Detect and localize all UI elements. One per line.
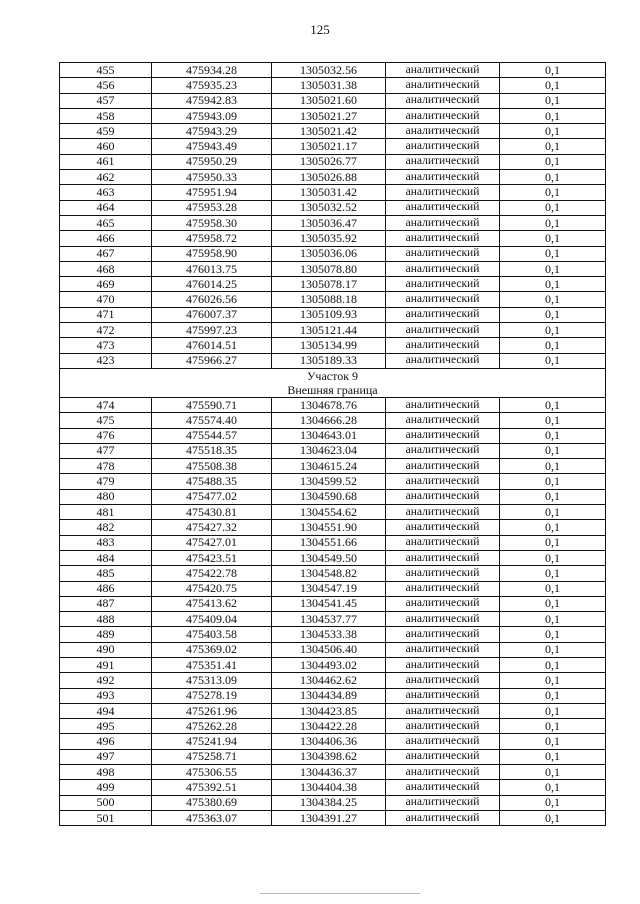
- y-coordinate-cell: 1305031.42: [272, 185, 386, 200]
- accuracy-cell: 0,1: [500, 215, 606, 230]
- y-coordinate-cell: 1305121.44: [272, 323, 386, 338]
- x-coordinate-cell: 475278.19: [152, 688, 272, 703]
- y-coordinate-cell: 1304548.82: [272, 566, 386, 581]
- y-coordinate-cell: 1304422.28: [272, 719, 386, 734]
- method-cell: аналитический: [386, 703, 500, 718]
- accuracy-cell: 0,1: [500, 413, 606, 428]
- accuracy-cell: 0,1: [500, 428, 606, 443]
- table-row: [60, 810, 606, 825]
- table-row: [60, 397, 606, 412]
- method-cell: аналитический: [386, 139, 500, 154]
- y-coordinate-cell: 1304541.45: [272, 596, 386, 611]
- accuracy-cell: 0,1: [500, 734, 606, 749]
- point-number-cell: 480: [60, 489, 152, 504]
- x-coordinate-cell: 476026.56: [152, 292, 272, 307]
- method-cell: аналитический: [386, 810, 500, 825]
- y-coordinate-cell: 1304554.62: [272, 505, 386, 520]
- y-coordinate-cell: 1304406.36: [272, 734, 386, 749]
- table-row: [60, 93, 606, 108]
- y-coordinate-cell: 1304643.01: [272, 428, 386, 443]
- point-number-cell: 488: [60, 612, 152, 627]
- accuracy-cell: 0,1: [500, 154, 606, 169]
- method-cell: аналитический: [386, 734, 500, 749]
- method-cell: аналитический: [386, 246, 500, 261]
- table-row: [60, 443, 606, 458]
- method-cell: аналитический: [386, 323, 500, 338]
- y-coordinate-cell: 1304599.52: [272, 474, 386, 489]
- accuracy-cell: 0,1: [500, 489, 606, 504]
- y-coordinate-cell: 1305109.93: [272, 307, 386, 322]
- y-coordinate-cell: 1305088.18: [272, 292, 386, 307]
- x-coordinate-cell: 475934.28: [152, 63, 272, 78]
- accuracy-cell: 0,1: [500, 566, 606, 581]
- x-coordinate-cell: 475262.28: [152, 719, 272, 734]
- accuracy-cell: 0,1: [500, 673, 606, 688]
- coordinates-table: [59, 62, 606, 826]
- table-row: [60, 170, 606, 185]
- accuracy-cell: 0,1: [500, 688, 606, 703]
- x-coordinate-cell: 475261.96: [152, 703, 272, 718]
- x-coordinate-cell: 475430.81: [152, 505, 272, 520]
- x-coordinate-cell: 475488.35: [152, 474, 272, 489]
- x-coordinate-cell: 475943.29: [152, 124, 272, 139]
- x-coordinate-cell: 476014.25: [152, 277, 272, 292]
- y-coordinate-cell: 1304384.25: [272, 795, 386, 810]
- x-coordinate-cell: 475369.02: [152, 642, 272, 657]
- rows-after-section: [60, 397, 606, 825]
- x-coordinate-cell: 475942.83: [152, 93, 272, 108]
- table-row: [60, 323, 606, 338]
- point-number-cell: 485: [60, 566, 152, 581]
- accuracy-cell: 0,1: [500, 550, 606, 565]
- x-coordinate-cell: 475935.23: [152, 78, 272, 93]
- x-coordinate-cell: 475422.78: [152, 566, 272, 581]
- table-row: [60, 627, 606, 642]
- y-coordinate-cell: 1305078.17: [272, 277, 386, 292]
- accuracy-cell: 0,1: [500, 397, 606, 412]
- table-row: [60, 474, 606, 489]
- accuracy-cell: 0,1: [500, 612, 606, 627]
- method-cell: аналитический: [386, 185, 500, 200]
- method-cell: аналитический: [386, 277, 500, 292]
- accuracy-cell: 0,1: [500, 749, 606, 764]
- x-coordinate-cell: 475518.35: [152, 443, 272, 458]
- x-coordinate-cell: 475351.41: [152, 657, 272, 672]
- method-cell: аналитический: [386, 124, 500, 139]
- y-coordinate-cell: 1305035.92: [272, 231, 386, 246]
- y-coordinate-cell: 1305032.52: [272, 200, 386, 215]
- table-row: [60, 566, 606, 581]
- accuracy-cell: 0,1: [500, 200, 606, 215]
- x-coordinate-cell: 475997.23: [152, 323, 272, 338]
- point-number-cell: 459: [60, 124, 152, 139]
- table-row: [60, 261, 606, 276]
- x-coordinate-cell: 475958.90: [152, 246, 272, 261]
- y-coordinate-cell: 1305026.77: [272, 154, 386, 169]
- section-title-cell: [60, 368, 606, 397]
- table-row: [60, 734, 606, 749]
- accuracy-cell: 0,1: [500, 277, 606, 292]
- accuracy-cell: 0,1: [500, 307, 606, 322]
- x-coordinate-cell: 475943.49: [152, 139, 272, 154]
- page-number: 125: [310, 22, 330, 37]
- method-cell: аналитический: [386, 642, 500, 657]
- method-cell: аналитический: [386, 795, 500, 810]
- point-number-cell: 472: [60, 323, 152, 338]
- method-cell: аналитический: [386, 397, 500, 412]
- point-number-cell: 499: [60, 780, 152, 795]
- point-number-cell: 463: [60, 185, 152, 200]
- point-number-cell: 462: [60, 170, 152, 185]
- point-number-cell: 493: [60, 688, 152, 703]
- point-number-cell: 470: [60, 292, 152, 307]
- point-number-cell: 456: [60, 78, 152, 93]
- method-cell: аналитический: [386, 443, 500, 458]
- method-cell: аналитический: [386, 688, 500, 703]
- x-coordinate-cell: 475427.01: [152, 535, 272, 550]
- x-coordinate-cell: 475508.38: [152, 459, 272, 474]
- accuracy-cell: 0,1: [500, 505, 606, 520]
- method-cell: аналитический: [386, 353, 500, 368]
- section-title: Участок 9: [306, 368, 359, 383]
- x-coordinate-cell: 476014.51: [152, 338, 272, 353]
- method-cell: аналитический: [386, 765, 500, 780]
- x-coordinate-cell: 475423.51: [152, 550, 272, 565]
- point-number-cell: 482: [60, 520, 152, 535]
- method-cell: аналитический: [386, 78, 500, 93]
- table-row: [60, 642, 606, 657]
- accuracy-cell: 0,1: [500, 353, 606, 368]
- y-coordinate-cell: 1304423.85: [272, 703, 386, 718]
- method-cell: аналитический: [386, 520, 500, 535]
- accuracy-cell: 0,1: [500, 93, 606, 108]
- y-coordinate-cell: 1305032.56: [272, 63, 386, 78]
- x-coordinate-cell: 475950.29: [152, 154, 272, 169]
- x-coordinate-cell: 475951.94: [152, 185, 272, 200]
- point-number-cell: 496: [60, 734, 152, 749]
- x-coordinate-cell: 475943.09: [152, 108, 272, 123]
- y-coordinate-cell: 1304537.77: [272, 612, 386, 627]
- method-cell: аналитический: [386, 413, 500, 428]
- accuracy-cell: 0,1: [500, 323, 606, 338]
- point-number-cell: 501: [60, 810, 152, 825]
- y-coordinate-cell: 1304623.04: [272, 443, 386, 458]
- accuracy-cell: 0,1: [500, 139, 606, 154]
- method-cell: аналитический: [386, 63, 500, 78]
- y-coordinate-cell: 1305134.99: [272, 338, 386, 353]
- x-coordinate-cell: 475363.07: [152, 810, 272, 825]
- y-coordinate-cell: 1304590.68: [272, 489, 386, 504]
- table-row: [60, 185, 606, 200]
- table-row: [60, 703, 606, 718]
- y-coordinate-cell: 1305021.17: [272, 139, 386, 154]
- y-coordinate-cell: 1304404.38: [272, 780, 386, 795]
- x-coordinate-cell: 476007.37: [152, 307, 272, 322]
- table-row: [60, 657, 606, 672]
- table-row: [60, 139, 606, 154]
- accuracy-cell: 0,1: [500, 338, 606, 353]
- x-coordinate-cell: 475306.55: [152, 765, 272, 780]
- x-coordinate-cell: 475413.62: [152, 596, 272, 611]
- point-number-cell: 481: [60, 505, 152, 520]
- y-coordinate-cell: 1305026.88: [272, 170, 386, 185]
- point-number-cell: 455: [60, 63, 152, 78]
- method-cell: аналитический: [386, 657, 500, 672]
- y-coordinate-cell: 1304493.02: [272, 657, 386, 672]
- table-row: [60, 780, 606, 795]
- accuracy-cell: 0,1: [500, 810, 606, 825]
- y-coordinate-cell: 1305021.60: [272, 93, 386, 108]
- point-number-cell: 458: [60, 108, 152, 123]
- method-cell: аналитический: [386, 261, 500, 276]
- x-coordinate-cell: 475950.33: [152, 170, 272, 185]
- table-row: [60, 307, 606, 322]
- table-row: [60, 749, 606, 764]
- accuracy-cell: 0,1: [500, 63, 606, 78]
- x-coordinate-cell: 475953.28: [152, 200, 272, 215]
- x-coordinate-cell: 475420.75: [152, 581, 272, 596]
- x-coordinate-cell: 475544.57: [152, 428, 272, 443]
- table-row: [60, 489, 606, 504]
- accuracy-cell: 0,1: [500, 780, 606, 795]
- accuracy-cell: 0,1: [500, 627, 606, 642]
- x-coordinate-cell: 475258.71: [152, 749, 272, 764]
- table-row: [60, 520, 606, 535]
- x-coordinate-cell: 475966.27: [152, 353, 272, 368]
- table-row: [60, 795, 606, 810]
- method-cell: аналитический: [386, 596, 500, 611]
- table-row: [60, 581, 606, 596]
- accuracy-cell: 0,1: [500, 474, 606, 489]
- accuracy-cell: 0,1: [500, 108, 606, 123]
- accuracy-cell: 0,1: [500, 78, 606, 93]
- y-coordinate-cell: 1305036.47: [272, 215, 386, 230]
- accuracy-cell: 0,1: [500, 246, 606, 261]
- method-cell: аналитический: [386, 489, 500, 504]
- point-number-cell: 492: [60, 673, 152, 688]
- method-cell: аналитический: [386, 749, 500, 764]
- y-coordinate-cell: 1305036.06: [272, 246, 386, 261]
- x-coordinate-cell: 475958.30: [152, 215, 272, 230]
- point-number-cell: 460: [60, 139, 152, 154]
- accuracy-cell: 0,1: [500, 170, 606, 185]
- method-cell: аналитический: [386, 535, 500, 550]
- accuracy-cell: 0,1: [500, 596, 606, 611]
- x-coordinate-cell: 475380.69: [152, 795, 272, 810]
- point-number-cell: 489: [60, 627, 152, 642]
- section-header: [60, 368, 606, 397]
- y-coordinate-cell: 1304666.28: [272, 413, 386, 428]
- table-row: [60, 124, 606, 139]
- table-row: [60, 550, 606, 565]
- method-cell: аналитический: [386, 459, 500, 474]
- method-cell: аналитический: [386, 673, 500, 688]
- table-row: [60, 246, 606, 261]
- method-cell: аналитический: [386, 108, 500, 123]
- method-cell: аналитический: [386, 566, 500, 581]
- point-number-cell: 483: [60, 535, 152, 550]
- y-coordinate-cell: 1305189.33: [272, 353, 386, 368]
- x-coordinate-cell: 475590.71: [152, 397, 272, 412]
- method-cell: аналитический: [386, 338, 500, 353]
- point-number-cell: 468: [60, 261, 152, 276]
- table-row: [60, 200, 606, 215]
- point-number-cell: 475: [60, 413, 152, 428]
- accuracy-cell: 0,1: [500, 124, 606, 139]
- table-row: [60, 413, 606, 428]
- table-row: [60, 535, 606, 550]
- table-row: [60, 292, 606, 307]
- table-row: [60, 688, 606, 703]
- scan-edge-line: [260, 893, 420, 894]
- point-number-cell: 461: [60, 154, 152, 169]
- y-coordinate-cell: 1304436.37: [272, 765, 386, 780]
- accuracy-cell: 0,1: [500, 657, 606, 672]
- accuracy-cell: 0,1: [500, 231, 606, 246]
- table-row: [60, 108, 606, 123]
- section-header-row: [60, 368, 606, 397]
- table-row: [60, 63, 606, 78]
- point-number-cell: 491: [60, 657, 152, 672]
- method-cell: аналитический: [386, 780, 500, 795]
- x-coordinate-cell: 475409.04: [152, 612, 272, 627]
- point-number-cell: 486: [60, 581, 152, 596]
- method-cell: аналитический: [386, 307, 500, 322]
- method-cell: аналитический: [386, 231, 500, 246]
- point-number-cell: 494: [60, 703, 152, 718]
- y-coordinate-cell: 1304678.76: [272, 397, 386, 412]
- accuracy-cell: 0,1: [500, 459, 606, 474]
- point-number-cell: 473: [60, 338, 152, 353]
- accuracy-cell: 0,1: [500, 581, 606, 596]
- method-cell: аналитический: [386, 474, 500, 489]
- x-coordinate-cell: 475392.51: [152, 780, 272, 795]
- point-number-cell: 490: [60, 642, 152, 657]
- y-coordinate-cell: 1304506.40: [272, 642, 386, 657]
- point-number-cell: 477: [60, 443, 152, 458]
- table-row: [60, 78, 606, 93]
- y-coordinate-cell: 1304462.62: [272, 673, 386, 688]
- point-number-cell: 471: [60, 307, 152, 322]
- table-row: [60, 673, 606, 688]
- table-row: [60, 596, 606, 611]
- table-row: [60, 154, 606, 169]
- method-cell: аналитический: [386, 612, 500, 627]
- method-cell: аналитический: [386, 550, 500, 565]
- method-cell: аналитический: [386, 505, 500, 520]
- table-row: [60, 231, 606, 246]
- table-row: [60, 353, 606, 368]
- table-row: [60, 505, 606, 520]
- y-coordinate-cell: 1305031.38: [272, 78, 386, 93]
- y-coordinate-cell: 1304434.89: [272, 688, 386, 703]
- y-coordinate-cell: 1304615.24: [272, 459, 386, 474]
- method-cell: аналитический: [386, 292, 500, 307]
- point-number-cell: 465: [60, 215, 152, 230]
- y-coordinate-cell: 1305021.27: [272, 108, 386, 123]
- method-cell: аналитический: [386, 154, 500, 169]
- method-cell: аналитический: [386, 215, 500, 230]
- point-number-cell: 478: [60, 459, 152, 474]
- section-subtitle: Внешняя граница: [287, 382, 378, 397]
- x-coordinate-cell: 475241.94: [152, 734, 272, 749]
- table-row: [60, 612, 606, 627]
- y-coordinate-cell: 1304549.50: [272, 550, 386, 565]
- y-coordinate-cell: 1305078.80: [272, 261, 386, 276]
- accuracy-cell: 0,1: [500, 443, 606, 458]
- table-row: [60, 338, 606, 353]
- x-coordinate-cell: 476013.75: [152, 261, 272, 276]
- y-coordinate-cell: 1304551.90: [272, 520, 386, 535]
- table-row: [60, 428, 606, 443]
- x-coordinate-cell: 475958.72: [152, 231, 272, 246]
- point-number-cell: 423: [60, 353, 152, 368]
- method-cell: аналитический: [386, 200, 500, 215]
- y-coordinate-cell: 1304547.19: [272, 581, 386, 596]
- y-coordinate-cell: 1304398.62: [272, 749, 386, 764]
- accuracy-cell: 0,1: [500, 535, 606, 550]
- x-coordinate-cell: 475403.58: [152, 627, 272, 642]
- table-row: [60, 277, 606, 292]
- accuracy-cell: 0,1: [500, 642, 606, 657]
- y-coordinate-cell: 1305021.42: [272, 124, 386, 139]
- accuracy-cell: 0,1: [500, 185, 606, 200]
- point-number-cell: 479: [60, 474, 152, 489]
- table-row: [60, 215, 606, 230]
- point-number-cell: 487: [60, 596, 152, 611]
- table-row: [60, 719, 606, 734]
- method-cell: аналитический: [386, 581, 500, 596]
- accuracy-cell: 0,1: [500, 261, 606, 276]
- point-number-cell: 476: [60, 428, 152, 443]
- x-coordinate-cell: 475574.40: [152, 413, 272, 428]
- method-cell: аналитический: [386, 719, 500, 734]
- accuracy-cell: 0,1: [500, 520, 606, 535]
- method-cell: аналитический: [386, 627, 500, 642]
- x-coordinate-cell: 475427.32: [152, 520, 272, 535]
- table-row: [60, 459, 606, 474]
- point-number-cell: 500: [60, 795, 152, 810]
- point-number-cell: 495: [60, 719, 152, 734]
- accuracy-cell: 0,1: [500, 719, 606, 734]
- accuracy-cell: 0,1: [500, 765, 606, 780]
- point-number-cell: 457: [60, 93, 152, 108]
- method-cell: аналитический: [386, 170, 500, 185]
- accuracy-cell: 0,1: [500, 795, 606, 810]
- accuracy-cell: 0,1: [500, 292, 606, 307]
- rows-before-section: [60, 63, 606, 369]
- point-number-cell: 469: [60, 277, 152, 292]
- point-number-cell: 498: [60, 765, 152, 780]
- method-cell: аналитический: [386, 428, 500, 443]
- point-number-cell: 464: [60, 200, 152, 215]
- y-coordinate-cell: 1304533.38: [272, 627, 386, 642]
- y-coordinate-cell: 1304551.66: [272, 535, 386, 550]
- y-coordinate-cell: 1304391.27: [272, 810, 386, 825]
- table-row: [60, 765, 606, 780]
- x-coordinate-cell: 475313.09: [152, 673, 272, 688]
- x-coordinate-cell: 475477.02: [152, 489, 272, 504]
- point-number-cell: 466: [60, 231, 152, 246]
- method-cell: аналитический: [386, 93, 500, 108]
- accuracy-cell: 0,1: [500, 703, 606, 718]
- point-number-cell: 484: [60, 550, 152, 565]
- point-number-cell: 467: [60, 246, 152, 261]
- point-number-cell: 497: [60, 749, 152, 764]
- point-number-cell: 474: [60, 397, 152, 412]
